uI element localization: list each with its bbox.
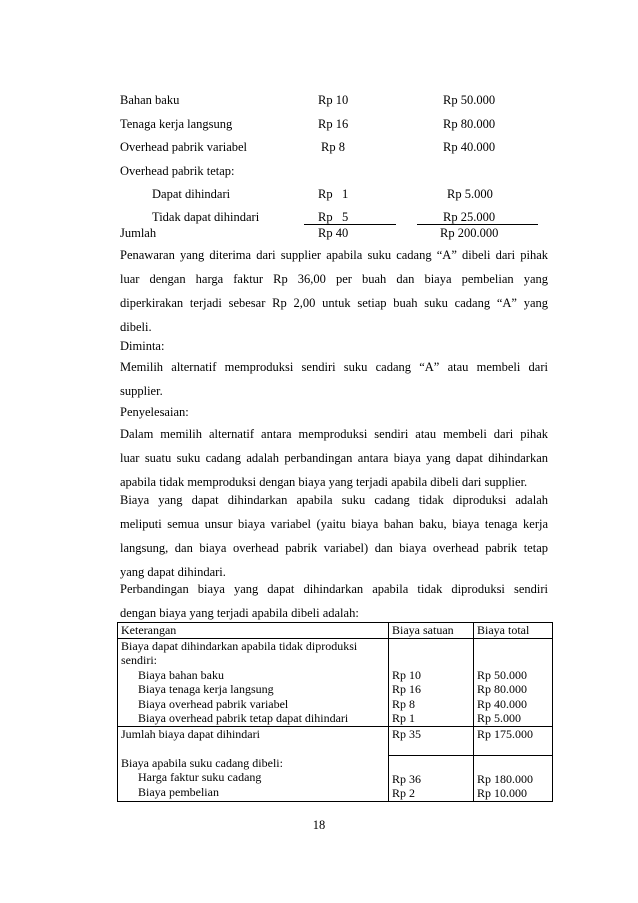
- table-cell: [118, 726, 389, 801]
- item-total: Rp 5.000: [477, 711, 522, 725]
- section-title: Biaya apabila suku cadang dibeli:: [121, 755, 283, 770]
- item-unit: Rp 10: [392, 667, 422, 682]
- text-line: Penawaran yang diterima dari supplier apabila suku cadang “A” dibeli dari pihak: [120, 248, 548, 262]
- section-title: Biaya dapat dihindarkan apabila tidak diproduksi sendiri:: [121, 638, 358, 667]
- text-line: dibeli.: [120, 320, 152, 334]
- text-line: luar dengan harga faktur Rp 36,00 per buah dan biaya pembelian yang: [120, 272, 548, 286]
- cost-label: Tenaga kerja langsung: [120, 117, 233, 131]
- item-label: Harga faktur suku cadang: [138, 770, 262, 784]
- item-unit: Rp 36: [392, 771, 422, 786]
- heading-penyelesaian: [120, 400, 548, 424]
- text-line: langsung, dan biaya overhead pabrik variabel) dan biaya overhead pabrik tetap: [120, 541, 548, 555]
- item-unit: Rp 8: [392, 696, 416, 711]
- total-label: Jumlah biaya dapat dihindari: [121, 726, 260, 741]
- table-header-row: [118, 623, 553, 639]
- subtotal-rule: [304, 224, 396, 225]
- cost-unit: Rp 5: [318, 210, 349, 224]
- cost-total: Rp 25.000: [443, 210, 496, 224]
- item-total: Rp 80.000: [477, 682, 528, 696]
- table-cell: [118, 638, 389, 726]
- text-line: yang dapat dihindari.: [120, 565, 226, 579]
- table-cell: [389, 726, 474, 801]
- cost-label: Jumlah: [120, 226, 157, 240]
- section-label: Penyelesaian:: [120, 405, 189, 419]
- comparison-table: [117, 622, 553, 802]
- paragraph-2: [120, 488, 548, 584]
- table-header-cell: Biaya total: [474, 623, 553, 639]
- cost-unit: Rp 8: [321, 140, 345, 154]
- cost-total: Rp 50.000: [443, 93, 496, 107]
- cost-total: Rp 40.000: [443, 140, 496, 154]
- cost-unit: Rp 1: [318, 187, 349, 201]
- paragraph-3: [120, 577, 548, 625]
- cost-total: Rp 200.000: [440, 226, 499, 240]
- table-row-avoidable: [118, 638, 553, 726]
- paragraph-1: [120, 422, 548, 494]
- text-line: meliputi semua unsur biaya variabel (yaitu biaya bahan baku, biaya tenaga kerja: [120, 517, 548, 531]
- text-line: dengan biaya yang terjadi apabila dibeli adalah:: [120, 606, 359, 620]
- text-line: diperkirakan terjadi sebesar Rp 2,00 untuk setiap buah suku cadang “A” yang: [120, 296, 548, 310]
- text-line: Perbandingan biaya yang dapat dihindarkan apabila tidak diproduksi sendiri: [120, 582, 548, 596]
- cost-total: Rp 80.000: [443, 117, 496, 131]
- cost-label: Overhead pabrik tetap:: [120, 164, 235, 178]
- table-cell: [474, 726, 553, 801]
- page-number: 18: [312, 818, 326, 832]
- total-unit: Rp 35: [389, 727, 473, 756]
- cost-label: Dapat dihindari: [152, 187, 231, 201]
- item-unit: Rp 2: [392, 786, 416, 800]
- item-total: Rp 180.000: [477, 771, 534, 786]
- table-header-cell: Keterangan: [118, 623, 389, 639]
- cost-unit: Rp 10: [318, 93, 349, 107]
- item-total: Rp 10.000: [477, 786, 528, 800]
- text-line: Biaya yang dapat dihindarkan apabila suku cadang tidak diproduksi adalah: [120, 493, 548, 507]
- table-header-cell: Biaya satuan: [389, 623, 474, 639]
- item-unit: Rp 1: [392, 711, 416, 725]
- item-label: Biaya tenaga kerja langsung: [138, 682, 274, 696]
- item-label: Biaya pembelian: [138, 784, 219, 799]
- section-label: Diminta:: [120, 339, 165, 353]
- table-cell: [474, 638, 553, 726]
- subtotal-rule: [417, 224, 538, 225]
- text-line: apabila tidak memproduksi dengan biaya yang terjadi apabila dibeli dari supplier.: [120, 475, 528, 489]
- text-line: luar suatu suku cadang adalah perbandingan antara biaya yang dapat dihindarkan: [120, 451, 548, 465]
- item-total: Rp 40.000: [477, 696, 528, 711]
- cost-total: Rp 5.000: [447, 187, 493, 201]
- cost-label: Tidak dapat dihindari: [152, 210, 260, 224]
- text-line: Dalam memilih alternatif antara memproduksi sendiri atau membeli dari pihak: [120, 427, 548, 441]
- table-row-purchase: [118, 726, 553, 801]
- item-total: Rp 50.000: [477, 667, 528, 682]
- item-label: Biaya bahan baku: [138, 667, 224, 682]
- item-unit: Rp 16: [392, 682, 422, 696]
- cost-label: Bahan baku: [120, 93, 180, 107]
- item-label: Biaya overhead pabrik tetap dapat dihindari: [138, 711, 349, 725]
- cost-label: Overhead pabrik variabel: [120, 140, 248, 154]
- item-label: Biaya overhead pabrik variabel: [138, 696, 289, 711]
- total-total: Rp 175.000: [474, 727, 552, 756]
- text-line: supplier.: [120, 384, 163, 398]
- table-cell: [389, 638, 474, 726]
- cost-unit: Rp 40: [318, 226, 349, 240]
- text-line: Memilih alternatif memproduksi sendiri suku cadang “A” atau membeli dari: [120, 360, 548, 374]
- paragraph-diminta: [120, 355, 548, 403]
- cost-unit: Rp 16: [318, 117, 349, 131]
- paragraph-offer: [120, 243, 548, 339]
